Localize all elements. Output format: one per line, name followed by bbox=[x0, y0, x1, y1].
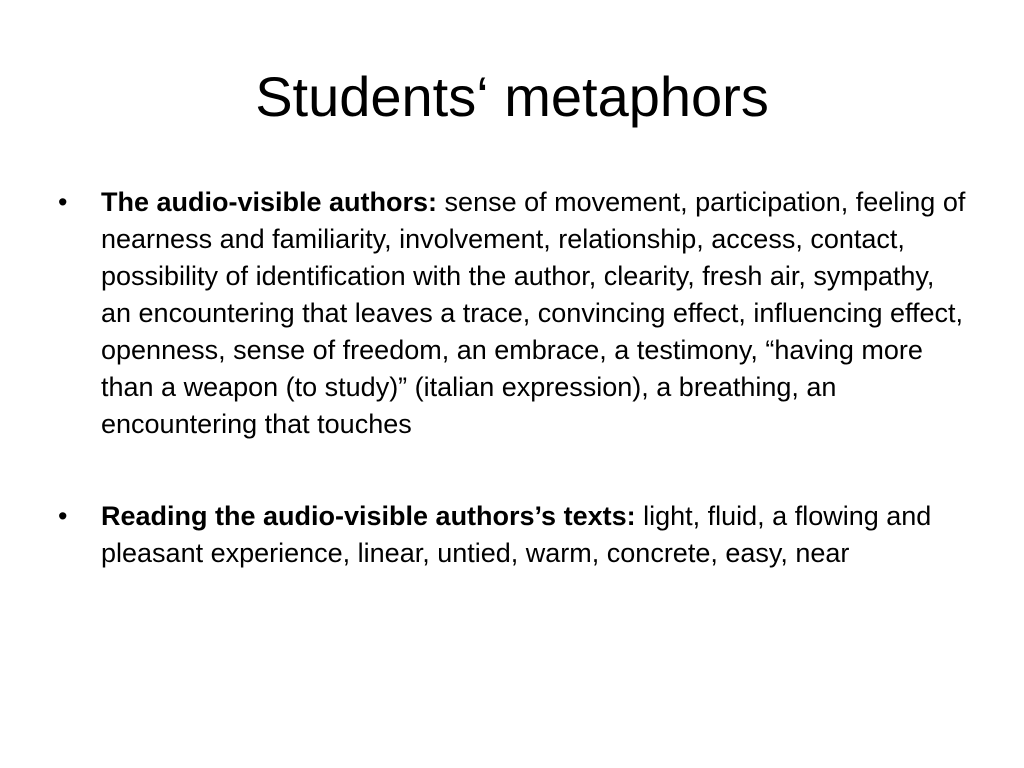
bullet-item-reading-texts bbox=[58, 498, 968, 572]
bullet-marker: • bbox=[58, 501, 68, 531]
slide-title: Students‘ metaphors bbox=[255, 65, 769, 128]
bullet-marker: • bbox=[58, 187, 68, 217]
bullet-item-audio-visible-authors bbox=[58, 184, 968, 443]
bullet-lead-text: Reading the audio-visible authors’s texts: bbox=[101, 501, 636, 531]
bullet-list bbox=[58, 184, 968, 572]
bullet-lead-text: The audio-visible authors: bbox=[101, 187, 438, 217]
bullet-body-text: sense of movement, participation, feeling of nearness and familiarity, involvement, relationship, access, contact, possibility of identification with the author, clearity, fresh air, sympathy, an encountering that leaves a trace, convincing effect, influencing effect, openness, sense of freedom, an embrace, a testimony, “having more than a weapon (to study)” (italian expression), a breathing, an encountering that touches bbox=[101, 187, 966, 439]
bullet-body-text: light, fluid, a flowing and pleasant experience, linear, untied, warm, concrete, easy, near bbox=[101, 501, 932, 568]
